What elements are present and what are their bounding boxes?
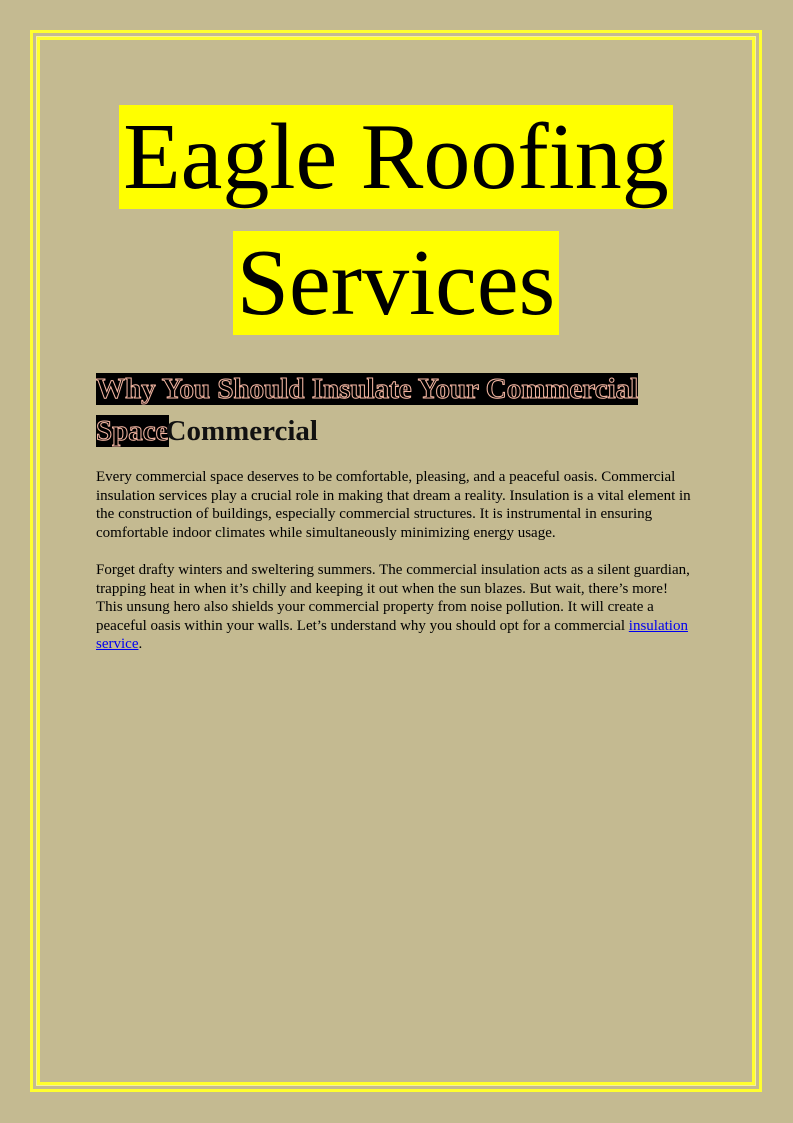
paragraph-2 xyxy=(96,561,696,654)
paragraph-2-end: . xyxy=(138,636,143,652)
section-heading xyxy=(96,368,696,452)
document-title xyxy=(96,94,696,346)
section-heading-highlighted: Why You Should Insulate Your Commercial Space xyxy=(96,373,639,447)
paragraph-1: Every commercial space deserves to be comfortable, pleasing, and a peaceful oasis. Commercial insulation services play a crucial role in making that dream a reality. Insulation is a vital element in the construction of buildings, especially commercial structures. It is instrumental in ensuring comfortable indoor climates while simultaneously minimizing energy usage. xyxy=(96,469,691,541)
title-line-1: Eagle Roofing xyxy=(119,105,673,209)
insulation-service-link[interactable]: insulation service xyxy=(96,617,688,652)
paragraph-2-text: Forget drafty winters and sweltering summers. The commercial insulation acts as a silent guardian, trapping heat in when it’s chilly and keeping it out when the sun blazes. But wait, there’s more! This unsung hero also shields your commercial property from noise pollution. It will create a peaceful oasis within your walls. Let’s understand why you should opt for a commercial xyxy=(96,562,690,634)
section-heading-tail: Commercial xyxy=(165,415,318,447)
document-content xyxy=(96,94,696,654)
title-line-2: Services xyxy=(233,231,559,335)
